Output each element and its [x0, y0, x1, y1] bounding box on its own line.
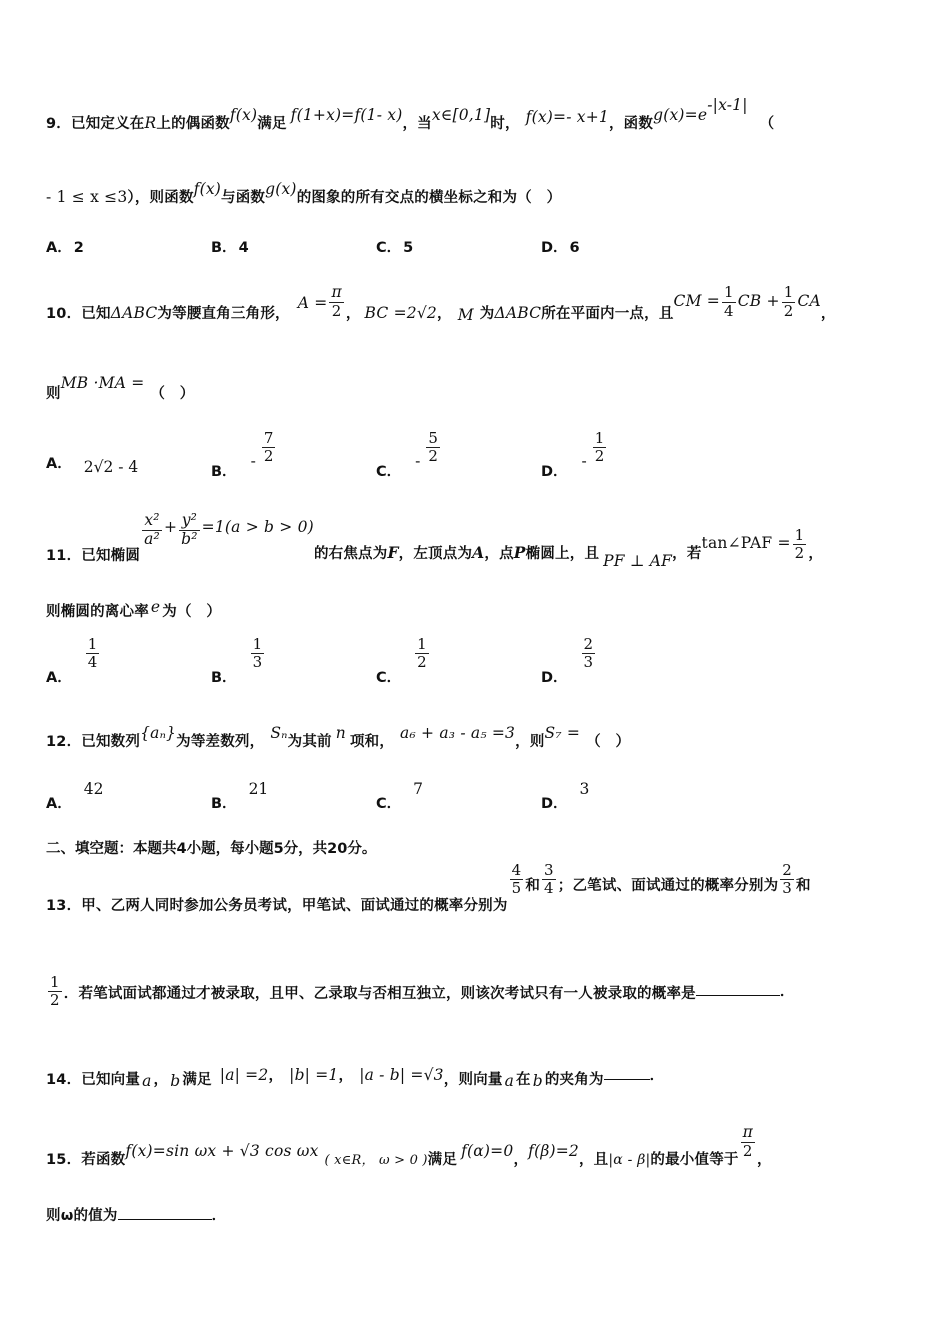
q9-text: （	[759, 115, 775, 132]
q15-f-alpha: f(α)=0	[461, 1142, 514, 1161]
q12-option-c[interactable]: C．7	[376, 780, 424, 812]
q15-line1	[46, 1118, 772, 1168]
q10-text: （ ）	[150, 386, 195, 402]
q13-frac-4-5: $\frac{4}{5}$	[511, 861, 522, 898]
q9-line2	[46, 180, 562, 207]
q12-option-d[interactable]: D．3	[541, 780, 590, 812]
q10-line1	[46, 270, 836, 325]
q13-text: 和	[796, 877, 811, 894]
q9-text: ，当	[402, 115, 432, 132]
q10-text: ，	[437, 306, 452, 323]
q13-answer-blank[interactable]	[696, 981, 780, 996]
q14-vector-a: a	[142, 1072, 152, 1090]
q10-point-m: M	[457, 306, 474, 325]
q14-text: ，则向量	[443, 1072, 503, 1088]
q10-text: 10．已知	[46, 306, 111, 323]
q11-point-p: P	[513, 543, 526, 563]
q15-text: 15．若函数	[46, 1152, 126, 1169]
q12-partial-sum: Sₙ	[270, 724, 288, 742]
q15-pi-over-2: $\frac{\pi}{2}$	[742, 1123, 753, 1160]
q9-text: ），则函数	[127, 190, 194, 206]
q10-text: 为	[479, 306, 495, 323]
q10-bc: BC =2√2	[364, 304, 437, 323]
q13-text: ；乙笔试、面试通过的概率分别为	[557, 877, 779, 894]
q10-vector-ca: CA	[797, 292, 821, 311]
q12-s7: S₇ =	[544, 724, 581, 742]
q12-text: ，则	[515, 734, 545, 750]
q11-y2-over-b2: $\frac{\text{y²}}{\text{b²}}$	[181, 511, 198, 548]
q14-text: ，	[338, 1068, 354, 1084]
q13-line2	[46, 974, 795, 1018]
q10-text: ，	[345, 306, 361, 323]
q13-text: ．若笔试面试都通过才被录取，且甲、乙录取与否相互独立，则该次考试只有一人被录取的概率是	[63, 985, 696, 1002]
q13-frac-3-4: $\frac{3}{4}$	[544, 861, 554, 898]
q15-text: ．	[211, 1208, 227, 1224]
q9-line1	[46, 96, 775, 133]
q10-one-half: $\frac{1}{2}$	[783, 283, 794, 320]
q9-g-exponent: -|x-1|	[707, 96, 748, 114]
q14-norm-b: |b| =1	[289, 1066, 339, 1084]
q10-option-d[interactable]: D．- $\frac{1}{2}$	[541, 429, 605, 480]
q11-text: 则椭圆的离心率	[46, 604, 149, 620]
q9-g-definition: g(x)=e	[653, 105, 708, 124]
q9-text: 时，	[490, 115, 520, 132]
q14-vector-b: b	[532, 1072, 543, 1090]
q13-frac-2-3: $\frac{2}{3}$	[782, 861, 793, 898]
q9-text: 的图象的所有交点的横坐标之和为（ ）	[296, 190, 562, 206]
q9-fx: f(x)	[193, 180, 222, 198]
q10-dot-product: MB ·MA =	[60, 374, 145, 392]
q10-one-quarter: $\frac{1}{4}$	[723, 283, 734, 320]
q13-text: 和	[525, 877, 541, 894]
q11-option-c[interactable]: C． $\frac{1}{2}$	[376, 635, 427, 686]
q10-vector-cm: CM =	[673, 292, 720, 311]
q11-text: ，若	[672, 546, 702, 563]
q11-option-d[interactable]: D． $\frac{2}{3}$	[541, 635, 594, 686]
q12-text: 12．已知数列	[46, 734, 141, 750]
q14-text: 14．已知向量	[46, 1072, 141, 1088]
q9-option-c[interactable]: C． 5	[376, 240, 414, 256]
q11-text: ，左顶点为	[398, 546, 473, 563]
q13-text: 13．甲、乙两人同时参加公务员考试，甲笔试、面试通过的概率分别为	[46, 897, 508, 914]
q14-norm-a: |a| =2	[219, 1066, 269, 1084]
q11-text: 椭圆上，且	[525, 546, 600, 563]
q12-text: 为其前	[287, 734, 332, 750]
q14-text: 满足	[182, 1072, 212, 1088]
q12-condition: a₆ + a₃ - a₅ =3	[400, 724, 516, 742]
q15-f-definition: f(x)=sin ωx + √3 cos ωx	[125, 1142, 319, 1161]
q9-text: 9．已知定义在	[46, 115, 145, 132]
q15-text: ，	[513, 1152, 529, 1169]
q15-text: 则ω的值为	[46, 1208, 118, 1224]
q12-option-a[interactable]: A．42	[46, 780, 104, 812]
q11-text: 为（ ）	[162, 604, 222, 620]
q15-answer-blank[interactable]	[118, 1205, 212, 1220]
q9-option-b[interactable]: B． 4	[211, 240, 249, 256]
q15-text: ，	[757, 1152, 772, 1169]
q10-text: 则	[46, 386, 61, 402]
q11-text: ，点	[484, 546, 514, 563]
q11-text: 11．已知椭圆	[46, 548, 141, 565]
q10-vector-cb: CB +	[737, 292, 780, 311]
q9-f-definition: f(x)=- x+1	[525, 107, 609, 126]
q13-frac-1-2: $\frac{1}{2}$	[50, 973, 60, 1010]
q9-condition: f(1+x)=f(1- x)	[290, 105, 403, 124]
q14-text: 在	[516, 1072, 531, 1088]
q10-option-c[interactable]: C．- $\frac{5}{2}$	[376, 429, 438, 480]
q12-sequence: {aₙ}	[140, 724, 177, 742]
q10-text: ，	[820, 306, 836, 323]
q15-text: 满足	[427, 1152, 458, 1169]
q14-vector-a: a	[504, 1072, 515, 1090]
q12-text: 为等差数列，	[176, 734, 265, 750]
q11-perpendicular: PF ⊥ AF	[603, 552, 673, 571]
q14-text: ．	[649, 1068, 665, 1084]
q9-text: 满足	[257, 115, 287, 132]
q11-ellipse-condition: =1(a > b > 0)	[201, 518, 314, 537]
q9-text: ，函数	[608, 115, 654, 132]
q14-text: ，	[153, 1072, 169, 1088]
q15-text: 的最小值等于	[650, 1152, 739, 1169]
q15-abs-diff: |α - β|	[608, 1152, 651, 1169]
q10-pi-over-2: $\frac{\pi}{2}$	[331, 283, 342, 320]
q9-text: 与函数	[221, 190, 266, 206]
q15-domain: ( x∈R， ω > 0 )	[324, 1153, 428, 1169]
q10-line2	[46, 372, 195, 402]
q11-text: ，	[808, 546, 824, 563]
q12-text: （ ）	[586, 734, 631, 750]
q11-plus: +	[163, 518, 178, 537]
q10-triangle: ΔABC	[494, 304, 542, 323]
q11-focus-f: F	[387, 543, 399, 563]
q11-eccentricity: e	[150, 598, 161, 616]
q10-angle-a: A =	[297, 294, 328, 313]
q14-norm-diff: |a - b| =√3	[359, 1066, 444, 1084]
q12-n: n	[335, 724, 346, 742]
q14-vector-b: b	[170, 1072, 181, 1090]
section-heading: 二、填空题：本题共4小题，每小题5分，共20分。	[46, 841, 377, 857]
q11-line1	[46, 511, 824, 571]
q14-text: 的夹角为	[544, 1072, 604, 1088]
q9-set-r: R	[144, 113, 157, 132]
q9-option-d[interactable]: D． 6	[541, 240, 580, 256]
q10-option-b[interactable]: B．- $\frac{7}{2}$	[211, 429, 274, 480]
q11-tangent: tan∠PAF =	[701, 534, 791, 553]
q14-text: ，	[268, 1068, 284, 1084]
q15-text: ，且	[578, 1152, 609, 1169]
q9-option-a[interactable]: A． 2	[46, 240, 84, 256]
q11-option-a[interactable]: A． $\frac{1}{4}$	[46, 635, 98, 686]
q10-option-a[interactable]: A． 2√2 - 4	[46, 456, 139, 476]
q9-text: 上的偶函数	[156, 115, 230, 132]
q9-gx: g(x)	[265, 180, 297, 198]
q9-domain: x∈[0,1]	[431, 105, 491, 124]
q12-option-b[interactable]: B．21	[211, 780, 269, 812]
q12-text: 项和，	[349, 734, 395, 750]
q13-line1	[46, 862, 811, 912]
q11-x2-over-a2: $\frac{\text{x²}}{\text{a²}}$	[144, 511, 160, 548]
q11-line2	[46, 596, 222, 620]
q14-line1	[46, 1064, 665, 1090]
q11-point-a: A	[472, 543, 485, 563]
q10-text: 为等腰直角三角形，	[157, 306, 290, 323]
q15-f-beta: f(β)=2	[528, 1142, 579, 1161]
q13-text: ．	[779, 983, 795, 1000]
q11-one-half: $\frac{1}{2}$	[794, 525, 805, 562]
q9-fx: f(x)	[229, 105, 258, 124]
q9-range: - 1 ≤ x ≤3	[46, 188, 128, 206]
q10-triangle: ΔABC	[110, 304, 158, 323]
q15-line2	[46, 1204, 226, 1225]
q14-answer-blank[interactable]	[604, 1065, 650, 1080]
q10-text: 所在平面内一点，且	[541, 306, 674, 323]
q11-text: 的右焦点为	[313, 546, 388, 563]
q11-option-b[interactable]: B． $\frac{1}{3}$	[211, 635, 263, 686]
q12-line1	[46, 722, 631, 750]
